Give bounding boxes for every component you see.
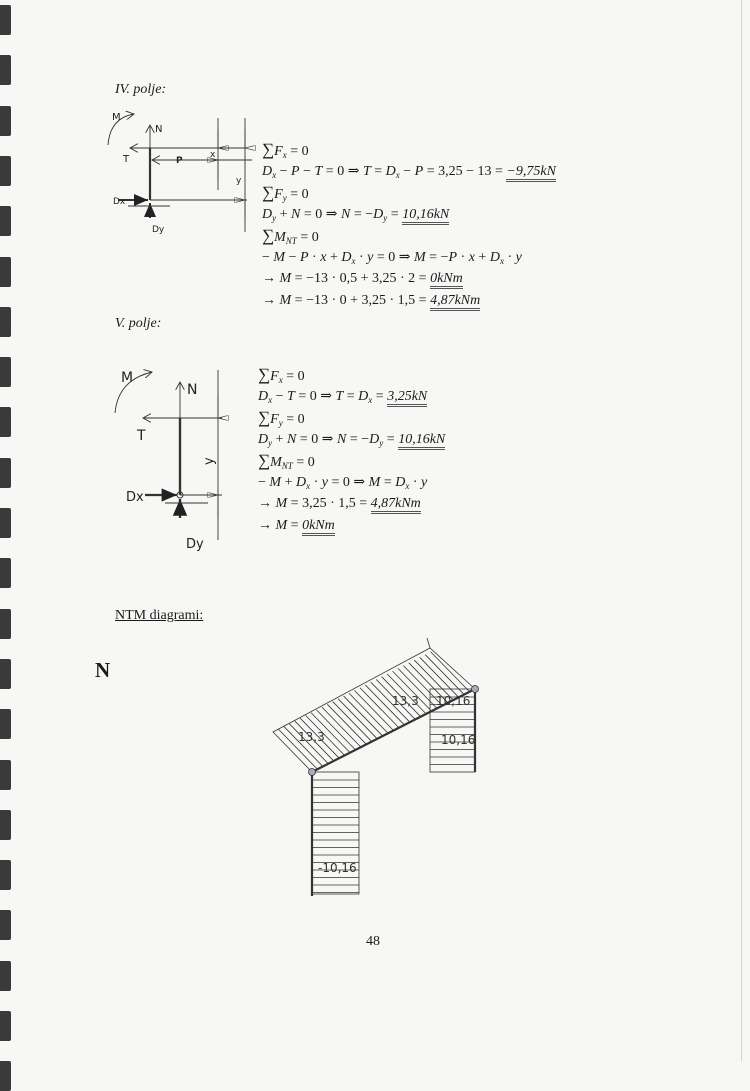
hatch-line: [355, 691, 394, 731]
equation-term: ·: [310, 474, 322, 490]
equation-term: F: [270, 369, 279, 384]
equation-term: M: [274, 230, 286, 245]
equation-term: M: [273, 249, 286, 265]
equation-term: x: [499, 255, 504, 266]
equation-term: ∑: [258, 451, 271, 470]
equation-term: ·: [409, 474, 422, 490]
equation-term: y: [282, 193, 287, 203]
equation-term: = −13 · 0 + 3,25 · 1,5 =: [291, 292, 431, 308]
equation-term: x: [278, 375, 283, 385]
equation-term: D: [369, 431, 380, 447]
equation-term: −: [285, 249, 300, 265]
equation-term: = 3,25 · 1,5 =: [287, 496, 371, 511]
equation-term: = 0: [292, 455, 315, 470]
equation-term: N: [337, 431, 347, 447]
ntm-heading: NTM diagrami:: [115, 608, 204, 623]
label-m: M: [121, 370, 134, 386]
equation-term: = 0 ⇒: [328, 474, 369, 490]
equation-term: D: [262, 163, 273, 179]
equation-term: y: [515, 249, 522, 265]
equation-term: =: [343, 388, 359, 404]
equation-term: −: [258, 474, 270, 490]
equation-term: D: [262, 206, 273, 222]
page-number: 48: [366, 934, 380, 949]
label-dy: Dy: [152, 225, 165, 235]
n-value-inclined-right: 13,3: [392, 694, 419, 708]
equation-term: NT: [285, 236, 297, 246]
equation-term: +: [326, 249, 342, 265]
equation-term: ·: [457, 249, 469, 265]
equation-term: y: [383, 212, 388, 223]
hatch-line: [322, 707, 361, 747]
equation-term: M: [275, 517, 288, 533]
equation-term: = 0: [296, 230, 319, 245]
equation-term: 10,16kN: [402, 207, 449, 225]
equation-term: =: [372, 388, 388, 404]
binder-hole: [0, 1061, 11, 1091]
equation-term: = 0 ⇒: [322, 163, 363, 179]
equation-term: = 0 ⇒: [294, 388, 336, 404]
equation-term: T: [362, 163, 371, 179]
label-p: P: [176, 156, 183, 166]
equation-term: = −: [346, 431, 370, 447]
label-dy: Dy: [186, 537, 204, 552]
equation-term: T: [335, 388, 344, 404]
equation-term: M: [279, 271, 292, 286]
equation-term: →: [262, 292, 280, 308]
equation-term: P: [448, 249, 458, 265]
equation-term: =: [380, 474, 396, 490]
equation-term: −: [399, 163, 415, 179]
hatch-line: [425, 655, 464, 695]
hatch-line: [338, 699, 377, 739]
equation-term: −: [299, 163, 315, 179]
equation-term: x: [468, 249, 475, 265]
equation-term: =: [287, 517, 303, 533]
equation-term: N: [287, 431, 297, 447]
equation-term: ·: [308, 249, 321, 265]
equation-term: = 0: [282, 412, 305, 427]
equation-term: +: [272, 431, 288, 447]
equation-term: = 0 ⇒: [373, 249, 414, 265]
equation-term: x: [368, 394, 373, 405]
equation-term: = −: [350, 206, 374, 222]
equation-term: x: [320, 249, 327, 265]
n-diagram-label: N: [95, 658, 111, 682]
equation-term: 10,16kN: [398, 432, 445, 450]
equation-term: =: [387, 206, 403, 222]
n-value-right-top: 10,16: [436, 694, 471, 708]
equation-term: ∑: [262, 226, 275, 245]
equation-term: +: [281, 474, 296, 490]
equation-term: M: [279, 292, 292, 308]
equation-term: x: [405, 480, 410, 491]
label-y: y: [236, 176, 242, 186]
equation-term: →: [258, 517, 276, 533]
equation-term: D: [395, 474, 406, 490]
label-t: T: [123, 154, 130, 165]
hatch-line: [431, 652, 470, 692]
equation-term: ∑: [262, 183, 275, 202]
equation-term: = 0: [286, 187, 309, 202]
label-m: M: [112, 112, 121, 123]
equation-term: P: [291, 163, 300, 179]
equation-term: D: [341, 249, 352, 265]
equation-term: −: [272, 388, 288, 404]
equation-term: 4,87kNm: [371, 496, 421, 514]
equation-term: =: [370, 163, 386, 179]
n-diagram: [273, 638, 479, 896]
left-joint: [309, 769, 316, 776]
hatch-line: [420, 657, 459, 697]
equation-term: M: [414, 249, 426, 265]
equation-term: ∑: [258, 365, 271, 384]
equation-term: x: [351, 255, 356, 266]
equation-term: NT: [281, 461, 293, 471]
equation-term: = 0 ⇒: [296, 431, 338, 447]
equation-term: 0kNm: [302, 518, 335, 536]
n-value-right-bottom: 10,16: [441, 733, 476, 747]
equation-term: x: [268, 394, 273, 405]
equation-term: ·: [503, 249, 516, 265]
equation-term: D: [258, 388, 269, 404]
equation-term: y: [367, 249, 374, 265]
n-value-inclined-left: 13,3: [298, 730, 325, 744]
equation-term: T: [287, 388, 295, 404]
hatch-line: [344, 696, 383, 736]
equation-term: y: [379, 437, 384, 448]
equation-term: =: [383, 431, 399, 447]
equation-term: D: [295, 474, 307, 490]
equation-term: y: [321, 474, 328, 490]
section-iv-title: IV. polje:: [115, 82, 167, 97]
hatch-line: [333, 702, 372, 742]
equation-term: −9,75kN: [506, 164, 556, 182]
left-column-diagram: [312, 772, 359, 894]
equation-term: F: [270, 412, 279, 427]
equation-term: = −: [425, 249, 449, 265]
equation-term: N: [341, 206, 351, 222]
equation-term: 3,25kN: [387, 389, 427, 407]
label-y: y: [202, 457, 217, 465]
equation-term: →: [262, 271, 280, 286]
equation-term: M: [269, 474, 282, 490]
equation-term: = −13 · 0,5 + 3,25 · 2 =: [291, 271, 431, 286]
hatch-line: [327, 704, 366, 744]
equation-term: = 0 ⇒: [300, 206, 342, 222]
equation-term: N: [291, 206, 301, 222]
equation-term: M: [270, 455, 282, 470]
right-joint: [472, 686, 479, 693]
label-n: N: [187, 382, 198, 398]
equation-term: x: [395, 169, 400, 180]
equation-term: y: [421, 474, 428, 490]
equation-term: M: [368, 474, 381, 490]
hatch-line: [349, 693, 388, 733]
equation-term: P: [299, 249, 309, 265]
equation-term: T: [314, 163, 323, 179]
equation-term: = 0: [286, 144, 309, 159]
equation-term: +: [276, 206, 292, 222]
equation-term: ∑: [258, 408, 271, 427]
equation-term: y: [272, 212, 277, 223]
label-t: T: [137, 428, 146, 444]
equation-term: F: [274, 187, 283, 202]
equation-term: D: [489, 249, 500, 265]
equation-term: D: [258, 431, 269, 447]
equation-term: F: [274, 144, 283, 159]
fbd-section-v: [115, 370, 222, 540]
label-x: x: [210, 150, 216, 160]
equation-term: x: [282, 150, 287, 160]
equation-term: +: [474, 249, 490, 265]
equation-term: 4,87kNm: [430, 293, 480, 311]
fbd-section-iv: [108, 114, 252, 232]
equation-term: P: [414, 163, 424, 179]
equation-term: ∑: [262, 140, 275, 159]
section-v-title: V. polje:: [115, 316, 162, 331]
equation-term: D: [385, 163, 396, 179]
equation-term: y: [278, 418, 283, 428]
equation-term: = 3,25 − 13 =: [423, 163, 507, 179]
n-value-left-column: -10,16: [318, 861, 357, 875]
equation-term: →: [258, 496, 276, 511]
equation-term: −: [262, 249, 274, 265]
equation-term: D: [373, 206, 384, 222]
equation-term: M: [275, 496, 288, 511]
label-dx: Dx: [113, 197, 126, 207]
label-n: N: [155, 124, 163, 135]
equation-term: 0kNm: [430, 271, 463, 289]
label-dx: Dx: [126, 490, 144, 505]
equation-term: y: [268, 437, 273, 448]
equation-term: x: [306, 480, 311, 491]
equation-term: ·: [355, 249, 368, 265]
equation-term: −: [276, 163, 292, 179]
equation-term: x: [272, 169, 277, 180]
equation-term: = 0: [282, 369, 305, 384]
equation-term: D: [358, 388, 369, 404]
